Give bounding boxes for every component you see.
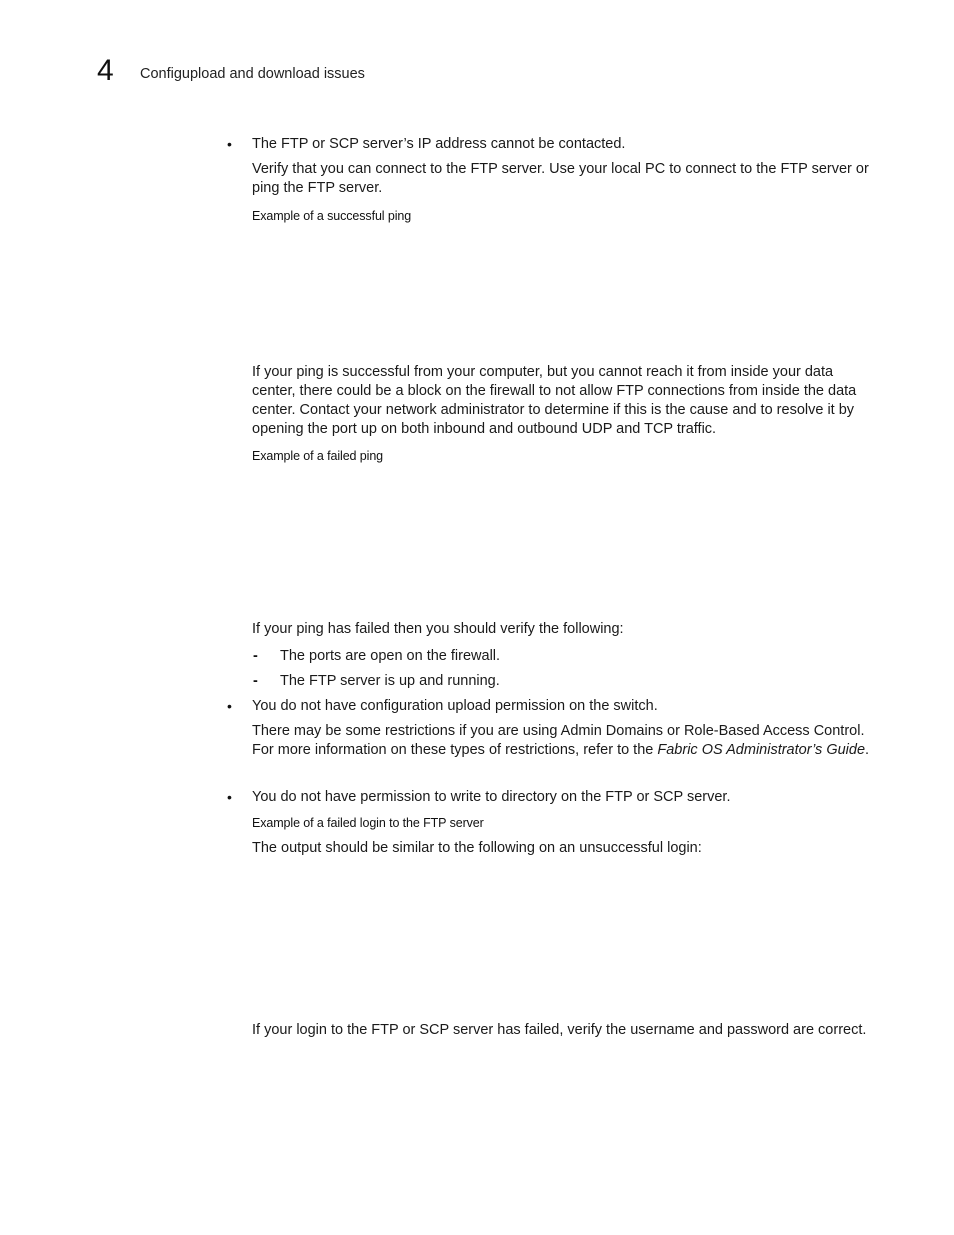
paragraph-ping-success: If your ping is successful from your computer, but you cannot reach it from inside your data center, there could be a block on the firewall to not allow FTP connections from inside the data center. Contact your network administrator to determine if this is the cause and to resolve it by opening the port up on both inbound and outbound UDP and TCP traffic. xyxy=(252,364,857,437)
detail-text: There may be some restrictions if you are using Admin Domains or Role-Based Access Control. For more information on these types of restrictions, refer to the xyxy=(252,723,865,758)
chapter-number: 4 xyxy=(97,54,114,87)
bullet-text-ip-address: The FTP or SCP server’s IP address cannot be contacted. xyxy=(252,136,626,152)
example-code-area-failed-ping xyxy=(252,468,872,613)
bullet-text-write-permission: You do not have permission to write to directory on the FTP or SCP server. xyxy=(252,789,731,805)
bullet-icon: • xyxy=(227,136,232,152)
running-header-title: Configupload and download issues xyxy=(140,66,365,82)
bullet-icon: • xyxy=(227,698,232,714)
example-heading-failed-ping: Example of a failed ping xyxy=(252,449,384,463)
checklist-item: The ports are open on the firewall. xyxy=(280,648,501,664)
bullet-detail-restrictions xyxy=(252,722,877,760)
bullet-detail-verify-connect: Verify that you can connect to the FTP server. Use your local PC to connect to the FTP server or ping the FTP server. xyxy=(252,161,869,196)
paragraph-login-output: The output should be similar to the following on an unsuccessful login: xyxy=(252,840,702,856)
example-code-area-failed-login xyxy=(252,862,872,1017)
guide-title: Fabric OS Administrator’s Guide xyxy=(657,742,866,758)
example-heading-failed-login: Example of a failed login to the FTP server xyxy=(252,816,484,830)
paragraph-ping-failed: If your ping has failed then you should verify the following: xyxy=(252,621,624,637)
dash-icon: - xyxy=(253,673,258,689)
paragraph-login-failed: If your login to the FTP or SCP server has failed, verify the username and password are correct. xyxy=(252,1022,867,1038)
bullet-icon: • xyxy=(227,789,232,805)
example-code-area-successful-ping xyxy=(252,228,872,358)
checklist-item: The FTP server is up and running. xyxy=(280,673,500,689)
dash-icon: - xyxy=(253,648,258,664)
bullet-text-upload-permission: You do not have configuration upload permission on the switch. xyxy=(252,698,658,714)
detail-text-end: . xyxy=(865,742,870,758)
example-heading-successful-ping: Example of a successful ping xyxy=(252,209,412,223)
